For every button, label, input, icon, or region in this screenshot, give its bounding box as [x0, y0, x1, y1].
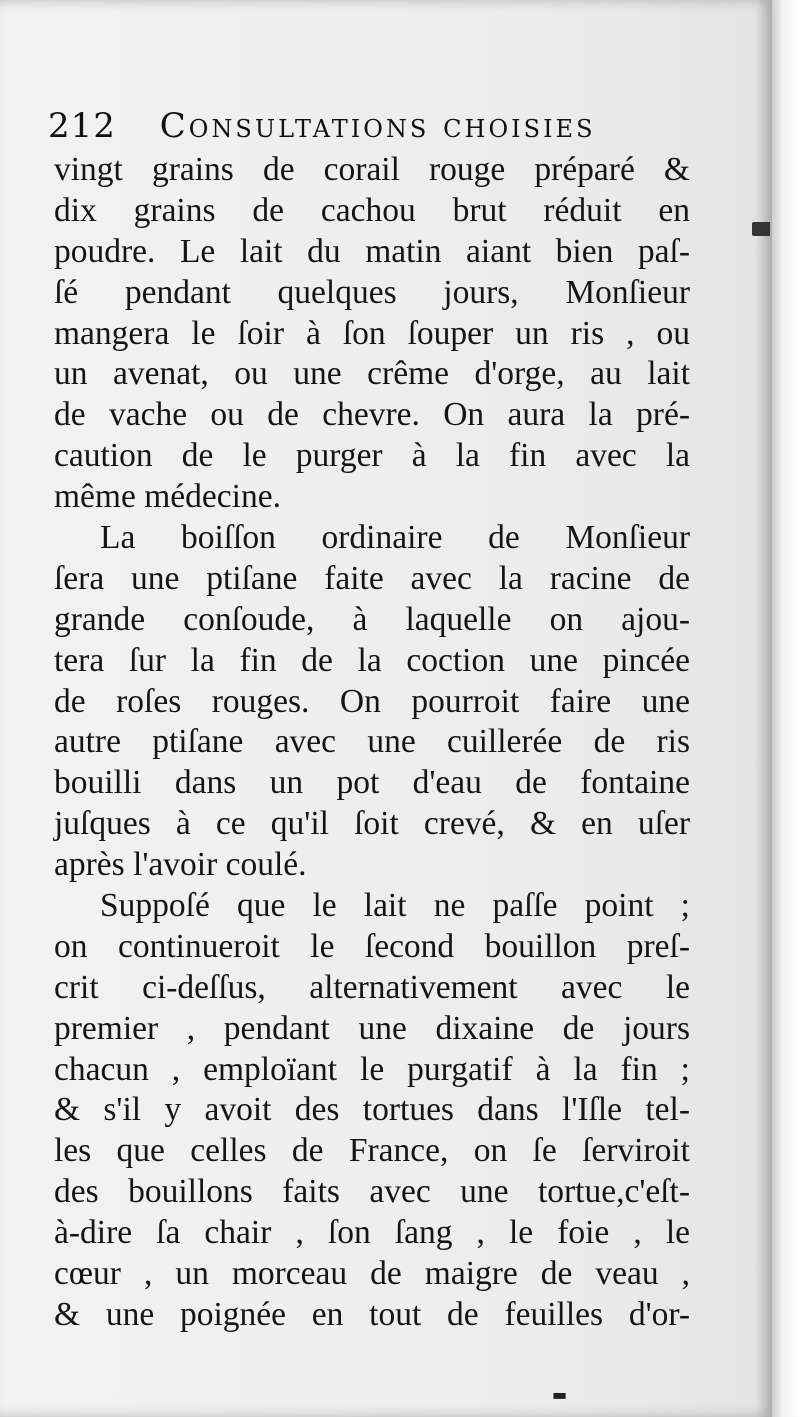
text-line: de vache ou de chevre. On aura la pré- [54, 396, 690, 434]
text-line: après l'avoir coulé. [54, 846, 307, 884]
text-line: à-dire ſa chair , ſon ſang , le foie , le [54, 1214, 690, 1252]
running-header [48, 106, 708, 146]
text-line: on continueroit le ſecond bouillon preſ- [54, 927, 690, 965]
text-line: cœur , un morceau de maigre de veau , [54, 1255, 690, 1293]
text-line: les que celles de France, on ſe ſerviroit [54, 1132, 690, 1170]
text-line: des bouillons faits avec une tortue,c'eſt- [54, 1173, 690, 1211]
text-line: Suppoſé que le lait ne paſſe point ; [100, 887, 690, 925]
text-line: ſé pendant quelques jours, Monſieur [54, 273, 690, 311]
text-line: premier , pendant une dixaine de jours [54, 1009, 690, 1047]
text-line: & une poignée en tout de feuilles d'or- [54, 1295, 690, 1333]
text-line: bouilli dans un pot d'eau de fontaine [54, 764, 690, 802]
text-line: mangera le ſoir à ſon ſouper un ris , ou [54, 314, 690, 352]
text-line: caution de le purger à la fin avec la [54, 437, 690, 475]
text-line: crit ci-deſſus, alternativement avec le [54, 968, 690, 1006]
text-line: autre ptiſane avec une cuillerée de ris [54, 723, 690, 761]
text-line: vingt grains de corail rouge préparé & [54, 151, 690, 188]
text-line: tera ſur la fin de la coction une pincée [54, 641, 690, 679]
text-line: chacun , emploïant le purgatif à la fin ; [54, 1050, 690, 1088]
text-line: dix grains de cachou brut réduit en [54, 191, 690, 229]
text-line: La boiſſon ordinaire de Monſieur [100, 519, 690, 557]
running-title: Consultations choisies [159, 106, 596, 146]
page-number: 212 [48, 106, 116, 146]
binding-mark [752, 222, 770, 236]
text-line: grande conſoude, à laquelle on ajou- [54, 600, 690, 638]
text-line: ſera une ptiſane faite avec la racine de [54, 559, 690, 597]
page-body [54, 150, 690, 1336]
page-edge [772, 0, 800, 1417]
text-line: juſques à ce qu'il ſoit crevé, & en uſer [54, 805, 690, 843]
text-line: de roſes rouges. On pourroit faire une [54, 682, 690, 720]
text-line: même médecine. [54, 478, 281, 516]
text-line: poudre. Le lait du matin aiant bien paſ- [54, 232, 690, 270]
printer-mark: ▬ [552, 1385, 568, 1404]
text-line: un avenat, ou une crême d'orge, au lait [54, 355, 690, 393]
text-line: & s'il y avoit des tortues dans l'Iſle tel- [54, 1091, 690, 1129]
